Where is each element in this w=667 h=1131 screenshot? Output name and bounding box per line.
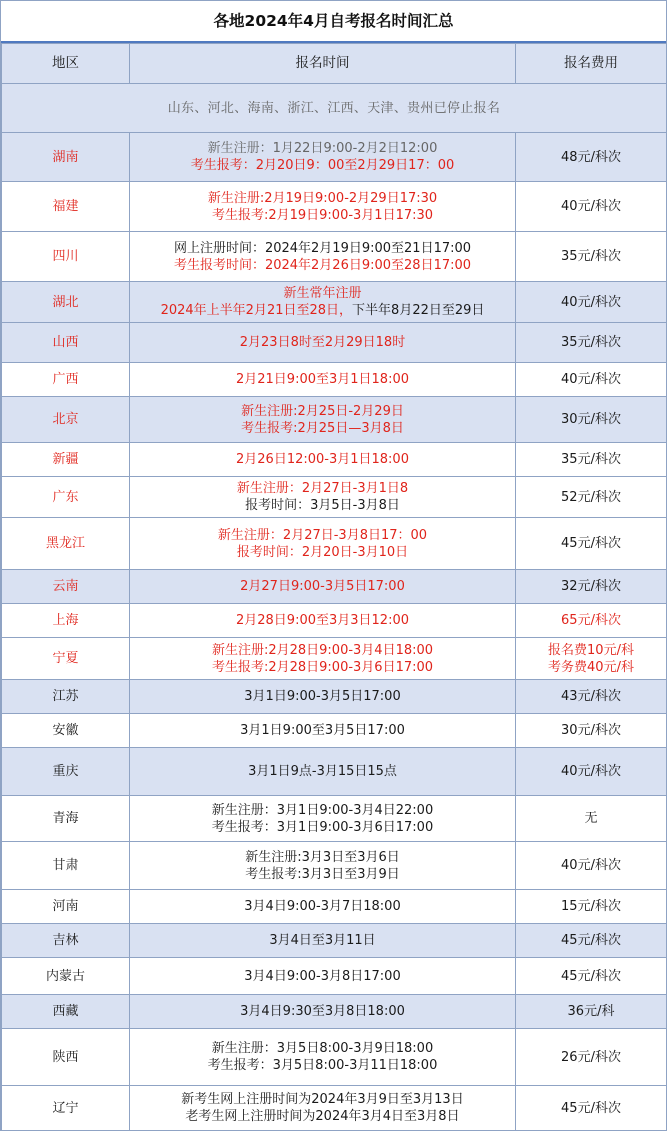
header-region: 地区 — [2, 44, 130, 84]
region-cell: 云南 — [2, 570, 130, 604]
fee-cell: 40元/科次 — [516, 182, 667, 232]
table-row — [2, 842, 667, 890]
region-cell: 北京 — [2, 397, 130, 443]
table-row — [2, 323, 667, 363]
table-row — [2, 638, 667, 680]
time-cell — [130, 714, 516, 748]
time-cell — [130, 890, 516, 924]
time-line: 考生报考:2月28日9:00-3月6日17:00 — [211, 659, 434, 675]
time-line-wrap — [130, 334, 515, 351]
fee-cell: 45元/科次 — [516, 1086, 667, 1131]
region-cell: 山西 — [2, 323, 130, 363]
time-line: 考生报考:3月3日至3月9日 — [245, 866, 400, 882]
time-line: 考生报考：2月20日9：00至2月29日17：00 — [190, 158, 455, 173]
table-row — [2, 796, 667, 842]
table-header-row — [2, 44, 667, 84]
time-cell — [130, 477, 516, 518]
table-row — [2, 232, 667, 282]
time-cell — [130, 397, 516, 443]
time-line: 3月1日9:00-3月5日17:00 — [244, 689, 401, 704]
region-cell: 陕西 — [2, 1029, 130, 1086]
time-line-wrap — [130, 451, 515, 468]
region-cell: 河南 — [2, 890, 130, 924]
fee-cell: 45元/科次 — [516, 958, 667, 995]
time-line-wrap — [130, 257, 515, 274]
time-line: 考生报考：3月1日9:00-3月6日17:00 — [211, 819, 434, 835]
time-line: 2月26日12:00-3月1日18:00 — [236, 452, 409, 467]
time-line: 新生注册：2月27日-3月1日8 — [236, 481, 409, 496]
fee-cell: 48元/科次 — [516, 133, 667, 182]
region-cell: 四川 — [2, 232, 130, 282]
time-cell — [130, 570, 516, 604]
region-cell: 辽宁 — [2, 1086, 130, 1131]
time-line-wrap — [130, 544, 515, 561]
time-line: 报考时间：2月20日-3月10日 — [236, 544, 409, 560]
time-cell — [130, 680, 516, 714]
region-cell: 青海 — [2, 796, 130, 842]
fee-cell: 40元/科次 — [516, 842, 667, 890]
time-cell — [130, 604, 516, 638]
time-line-wrap — [130, 1108, 515, 1125]
fee-cell: 35元/科次 — [516, 323, 667, 363]
time-line: 新生注册:2月28日9:00-3月4日18:00 — [211, 642, 434, 658]
time-cell — [130, 232, 516, 282]
time-line-wrap — [130, 302, 515, 319]
time-cell — [130, 796, 516, 842]
time-line-wrap — [130, 1040, 515, 1057]
fee-cell: 26元/科次 — [516, 1029, 667, 1086]
time-cell — [130, 638, 516, 680]
region-cell: 吉林 — [2, 924, 130, 958]
fee-cell: 52元/科次 — [516, 477, 667, 518]
time-line: 新生注册：1月22日9:00-2月2日12:00 — [207, 141, 438, 156]
time-line: 新生注册:2月25日-2月29日 — [241, 403, 404, 419]
time-cell — [130, 133, 516, 182]
time-cell — [130, 518, 516, 570]
region-cell: 湖南 — [2, 133, 130, 182]
fee-cell: 40元/科次 — [516, 282, 667, 323]
fee-cell: 43元/科次 — [516, 680, 667, 714]
table-row — [2, 1086, 667, 1131]
time-line-wrap — [130, 819, 515, 836]
time-line-wrap — [130, 763, 515, 780]
fee-cell: 35元/科次 — [516, 232, 667, 282]
region-cell: 广东 — [2, 477, 130, 518]
time-line: 老考生网上注册时间为2024年3月4日至3月8日 — [185, 1109, 460, 1124]
table-row — [2, 890, 667, 924]
time-line-wrap — [130, 371, 515, 388]
table-row — [2, 924, 667, 958]
fee-cell: 无 — [516, 796, 667, 842]
time-line-wrap — [130, 480, 515, 497]
region-cell: 湖北 — [2, 282, 130, 323]
header-fee: 报名费用 — [516, 44, 667, 84]
fee-cell: 40元/科次 — [516, 363, 667, 397]
region-cell: 江苏 — [2, 680, 130, 714]
table-row — [2, 1029, 667, 1086]
table-row — [2, 680, 667, 714]
region-cell: 重庆 — [2, 748, 130, 796]
time-line: 报考时间：3月5日-3月8日 — [245, 498, 400, 513]
time-line-wrap — [130, 968, 515, 985]
time-line: 2月28日9:00至3月3日12:00 — [235, 613, 409, 628]
fee-cell: 45元/科次 — [516, 924, 667, 958]
registration-table — [1, 43, 667, 1131]
table-row — [2, 363, 667, 397]
time-line: 新生注册：3月5日8:00-3月9日18:00 — [211, 1041, 434, 1056]
table-row — [2, 958, 667, 995]
time-line-wrap — [130, 420, 515, 437]
time-line-wrap — [130, 1091, 515, 1108]
time-line-wrap — [130, 527, 515, 544]
stopped-notice: 山东、河北、海南、浙江、江西、天津、贵州已停止报名 — [2, 84, 667, 133]
table-row — [2, 443, 667, 477]
region-cell: 福建 — [2, 182, 130, 232]
time-line-wrap — [130, 140, 515, 157]
time-line-wrap — [130, 642, 515, 659]
page-title: 各地2024年4月自考报名时间汇总 — [1, 1, 666, 43]
table-row — [2, 570, 667, 604]
time-line: 考生报考:2月25日—3月8日 — [241, 420, 404, 436]
time-line-wrap — [130, 849, 515, 866]
time-line-wrap — [130, 932, 515, 949]
time-line-wrap — [130, 722, 515, 739]
time-line: 3月4日9:00-3月7日18:00 — [244, 899, 401, 914]
time-line: 2月27日9:00-3月5日17:00 — [240, 579, 405, 594]
region-cell: 安徽 — [2, 714, 130, 748]
time-line: 2月21日9:00至3月1日18:00 — [235, 372, 409, 387]
time-line-wrap — [130, 866, 515, 883]
table-row — [2, 133, 667, 182]
time-line-wrap — [130, 688, 515, 705]
time-line-wrap — [130, 157, 515, 174]
table-row — [2, 604, 667, 638]
time-line-wrap — [130, 497, 515, 514]
fee-cell: 36元/科 — [516, 995, 667, 1029]
time-line-wrap — [130, 578, 515, 595]
table-row — [2, 748, 667, 796]
region-cell: 内蒙古 — [2, 958, 130, 995]
time-line: 3月4日至3月11日 — [269, 933, 376, 948]
fee-cell: 40元/科次 — [516, 748, 667, 796]
time-line-wrap — [130, 240, 515, 257]
time-line: 2月23日8时至2月29日18时 — [239, 335, 406, 350]
fee-cell: 65元/科次 — [516, 604, 667, 638]
region-cell: 新疆 — [2, 443, 130, 477]
time-line: 考生报考:2月19日9:00-3月1日17:30 — [211, 207, 434, 223]
header-time: 报名时间 — [130, 44, 516, 84]
table-row — [2, 518, 667, 570]
table-body — [2, 44, 667, 1131]
time-line: 3月4日9:00-3月8日17:00 — [244, 968, 401, 984]
time-line: 下半年8月22日至29日 — [352, 303, 485, 318]
time-cell — [130, 363, 516, 397]
region-cell: 西藏 — [2, 995, 130, 1029]
time-line: 3月4日9:30至3月8日18:00 — [240, 1004, 405, 1019]
fee-cell: 32元/科次 — [516, 570, 667, 604]
time-line-wrap — [130, 1003, 515, 1020]
time-cell — [130, 958, 516, 995]
time-cell — [130, 282, 516, 323]
time-line: 新生注册:3月3日至3月6日 — [245, 849, 400, 865]
time-line-wrap — [130, 190, 515, 207]
time-line-wrap — [130, 659, 515, 676]
time-line-wrap — [130, 285, 515, 302]
fee-line: 报名费10元/科 — [548, 642, 634, 658]
fee-cell: 30元/科次 — [516, 397, 667, 443]
fee-cell: 15元/科次 — [516, 890, 667, 924]
time-line: 新生注册：3月1日9:00-3月4日22:00 — [211, 802, 434, 818]
time-line: 考生报考：3月5日8:00-3月11日18:00 — [207, 1058, 438, 1073]
time-line: 新考生网上注册时间为2024年3月9日至3月13日 — [181, 1092, 464, 1107]
time-cell — [130, 1086, 516, 1131]
time-line: 考生报考时间：2024年2月26日9:00至28日17:00 — [173, 257, 472, 273]
table-row — [2, 182, 667, 232]
region-cell: 黑龙江 — [2, 518, 130, 570]
time-line: 3月1日9点-3月15日15点 — [248, 764, 397, 779]
time-line: 新生注册:2月19日9:00-2月29日17:30 — [207, 190, 438, 206]
time-cell — [130, 323, 516, 363]
time-line: 2024年上半年2月21日至28日， — [160, 303, 353, 318]
time-line: 3月1日9:00至3月5日17:00 — [240, 723, 405, 738]
time-line: 新生注册：2月27日-3月8日17：00 — [217, 527, 428, 543]
time-cell — [130, 443, 516, 477]
time-line-wrap — [130, 1057, 515, 1074]
time-cell — [130, 1029, 516, 1086]
table-row — [2, 397, 667, 443]
table-row — [2, 477, 667, 518]
fee-cell: 35元/科次 — [516, 443, 667, 477]
table-row — [2, 995, 667, 1029]
region-cell: 广西 — [2, 363, 130, 397]
table-row — [2, 714, 667, 748]
region-cell: 甘肃 — [2, 842, 130, 890]
fee-cell — [516, 638, 667, 680]
region-cell: 宁夏 — [2, 638, 130, 680]
time-cell — [130, 182, 516, 232]
time-line: 网上注册时间：2024年2月19日9:00至21日17:00 — [173, 240, 472, 256]
time-cell — [130, 924, 516, 958]
table-row — [2, 282, 667, 323]
time-line-wrap — [130, 403, 515, 420]
time-line-wrap — [130, 207, 515, 224]
fee-line: 考务费40元/科 — [548, 659, 634, 675]
time-cell — [130, 748, 516, 796]
time-line-wrap — [130, 612, 515, 629]
time-line-wrap — [130, 802, 515, 819]
time-cell — [130, 995, 516, 1029]
notice-row — [2, 84, 667, 133]
time-line-wrap — [130, 898, 515, 915]
fee-cell: 45元/科次 — [516, 518, 667, 570]
time-line: 新生常年注册 — [283, 286, 362, 301]
region-cell: 上海 — [2, 604, 130, 638]
time-cell — [130, 842, 516, 890]
fee-cell: 30元/科次 — [516, 714, 667, 748]
